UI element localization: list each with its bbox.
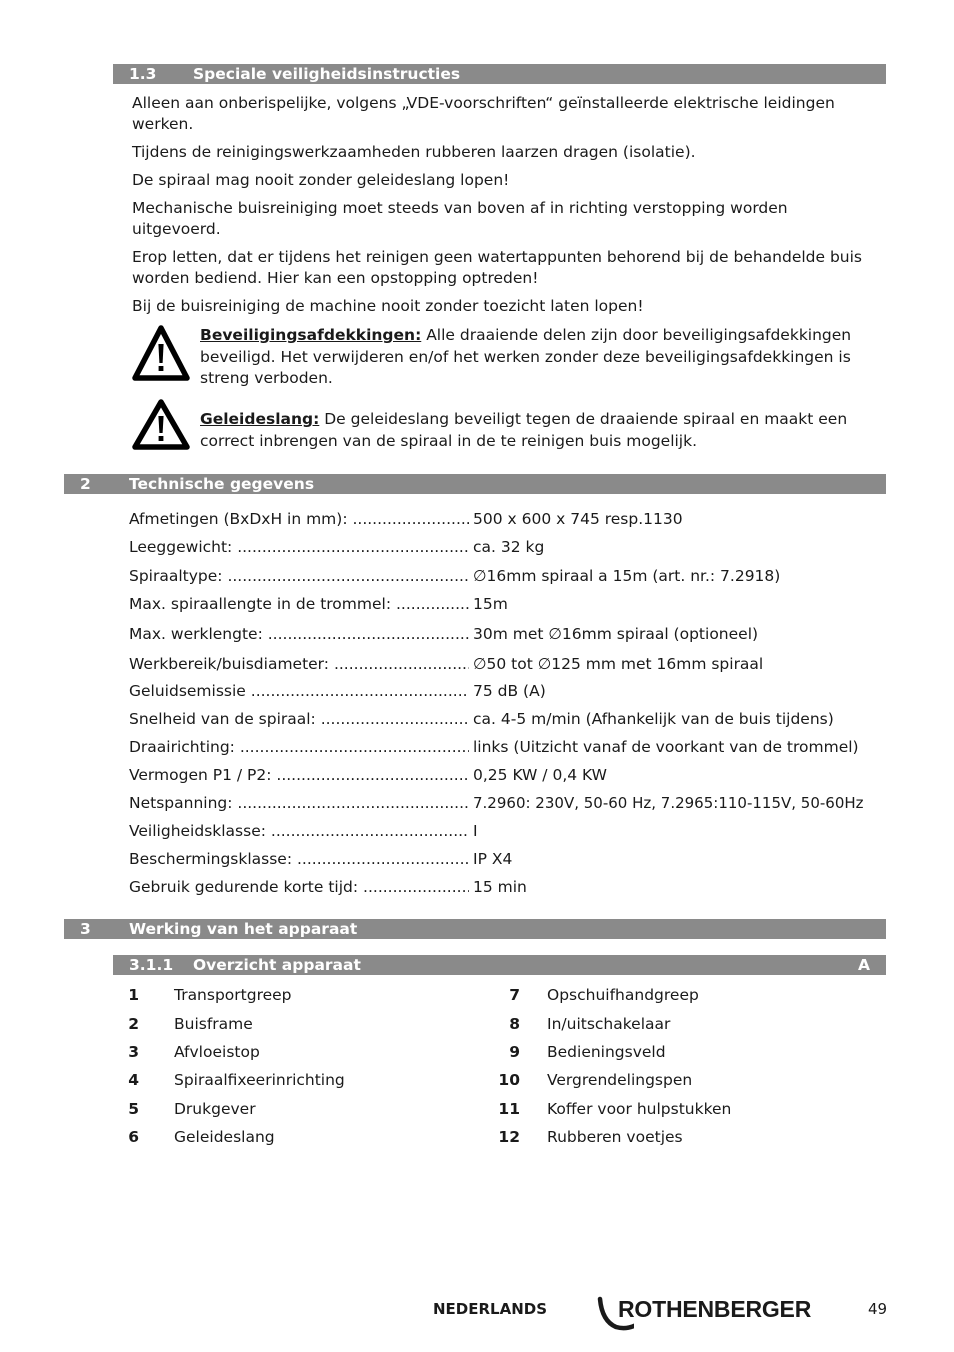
- item-number: 1: [128, 986, 139, 1004]
- safety-paragraph: Erop letten, dat er tijdens het reinigen geen watertappunten behorend bij de behandelde buis worden bediend. Hier kan een opstopping optreden!: [132, 248, 863, 287]
- spec-value: ca. 32 kg: [473, 538, 545, 556]
- warning-text: [200, 409, 890, 452]
- spec-label: Veiligheidsklasse: .....: [129, 820, 469, 842]
- item-number: 3: [128, 1043, 139, 1061]
- section-2-header: [64, 474, 886, 494]
- spec-value: ∅50 tot ∅125 mm met 16mm spiraal: [473, 655, 764, 673]
- spec-label: Afmetingen (BxDxH in mm): .....: [129, 508, 469, 530]
- section-title: Werking van het apparaat: [129, 920, 358, 938]
- section-number: 1.3: [129, 65, 157, 83]
- spec-label: Vermogen P1 / P2: .....: [129, 764, 469, 786]
- spec-label: Beschermingsklasse: .....: [129, 848, 469, 870]
- warning-title: Beveiligingsafdekkingen:: [200, 326, 422, 344]
- safety-paragraph: Tijdens de reinigingswerkzaamheden rubberen laarzen dragen (isolatie).: [132, 143, 696, 161]
- section-1-3-header: [113, 64, 886, 84]
- item-number: 6: [128, 1128, 139, 1146]
- item-label: Geleideslang: [174, 1128, 275, 1146]
- section-title: Technische gegevens: [129, 475, 315, 493]
- item-label: Buisframe: [174, 1015, 253, 1033]
- item-label: Drukgever: [174, 1100, 256, 1118]
- item-number: 7: [509, 986, 520, 1004]
- spec-value: IP X4: [473, 850, 513, 868]
- safety-paragraph: Bij de buisreiniging de machine nooit zonder toezicht laten lopen!: [132, 297, 644, 315]
- item-label: In/uitschakelaar: [547, 1015, 671, 1033]
- warning-triangle-icon: [132, 399, 190, 451]
- section-3-header: [64, 919, 886, 939]
- spec-label: Max. spiraallengte in de trommel: .....: [129, 593, 469, 615]
- spec-label: Draairichting: .....: [129, 736, 469, 758]
- spec-value: 30m met ∅16mm spiraal (optioneel): [473, 625, 759, 643]
- warning-block: [132, 399, 872, 454]
- warning-title: Geleideslang:: [200, 410, 320, 428]
- item-label: Rubberen voetjes: [547, 1128, 683, 1146]
- spec-label: Gebruik gedurende korte tijd: .....: [129, 876, 469, 898]
- spec-value: 500 x 600 x 745 resp.1130: [473, 510, 683, 528]
- item-number: 4: [128, 1071, 139, 1089]
- item-label: Spiraalfixeerinrichting: [174, 1071, 345, 1089]
- page-number: 49: [868, 1300, 888, 1318]
- warning-block: [132, 325, 872, 385]
- spec-label: Netspanning: .....: [129, 792, 469, 814]
- warning-triangle-icon: [132, 325, 190, 383]
- spec-label: Leeggewicht: .....: [129, 536, 469, 558]
- spec-value: ca. 4-5 m/min (Afhankelijk van de buis tijdens): [473, 710, 834, 728]
- item-label: Koffer voor hulpstukken: [547, 1100, 732, 1118]
- item-label: Vergrendelingspen: [547, 1071, 693, 1089]
- spec-value: I: [473, 822, 478, 840]
- section-number: 3: [80, 920, 91, 938]
- item-label: Opschuifhandgreep: [547, 986, 699, 1004]
- spec-value: 15 min: [473, 878, 527, 896]
- item-number: 9: [509, 1043, 520, 1061]
- item-number: 5: [128, 1100, 139, 1118]
- spec-label: Snelheid van de spiraal: .....: [129, 708, 469, 730]
- warning-body: De geleideslang beveiligt tegen de draaiende spiraal en maakt een correct inbrengen van de spiraal in de te reinigen buis mogelijk.: [200, 410, 848, 450]
- spec-value: 0,25 KW / 0,4 KW: [473, 766, 607, 784]
- item-number: 12: [498, 1128, 520, 1146]
- item-number: 11: [498, 1100, 520, 1118]
- spec-value: 75 dB (A): [473, 682, 546, 700]
- item-number: 8: [509, 1015, 520, 1033]
- item-number: 2: [128, 1015, 139, 1033]
- item-label: Afvloeistop: [174, 1043, 260, 1061]
- item-label: Bedieningsveld: [547, 1043, 666, 1061]
- spec-value: 7.2960: 230V, 50-60 Hz, 7.2965:110-115V, 50-60Hz: [473, 794, 864, 812]
- warning-text: [200, 325, 890, 390]
- safety-paragraph: Alleen aan onberispelijke, volgens „VDE-voorschriften“ geïnstalleerde elektrische leidingen werken.: [132, 94, 835, 133]
- footer-language: NEDERLANDS: [433, 1300, 548, 1318]
- figure-tag: A: [858, 956, 870, 974]
- item-label: Transportgreep: [174, 986, 292, 1004]
- rothenberger-logo: [594, 1293, 834, 1333]
- section-number: 2: [80, 475, 91, 493]
- spec-value: links (Uitzicht vanaf de voorkant van de trommel): [473, 738, 859, 756]
- item-number: 10: [498, 1071, 520, 1089]
- spec-value: 15m: [473, 595, 508, 613]
- section-3-1-1-header: [113, 955, 886, 975]
- section-number: 3.1.1: [129, 956, 174, 974]
- spec-label: Spiraaltype: .....: [129, 565, 469, 587]
- safety-paragraph: Mechanische buisreiniging moet steeds van boven af in richting verstopping worden uitgevoerd.: [132, 199, 788, 238]
- spec-label: Geluidsemissie .....: [129, 680, 469, 702]
- warning-body: Alle draaiende delen zijn door beveiligingsafdekkingen beveiligd. Het verwijderen en/of het werken zonder deze beveiligingsafdekkingen is streng verboden.: [200, 326, 852, 387]
- section-title: Speciale veiligheidsinstructies: [193, 65, 461, 83]
- spec-label: Werkbereik/buisdiameter: .....: [129, 653, 469, 675]
- safety-paragraph: De spiraal mag nooit zonder geleideslang lopen!: [132, 171, 510, 189]
- brand-name: ROTHENBERGER: [618, 1296, 812, 1322]
- spec-label: Max. werklengte: .....: [129, 623, 469, 645]
- section-title: Overzicht apparaat: [193, 956, 361, 974]
- spec-value: ∅16mm spiraal a 15m (art. nr.: 7.2918): [473, 567, 781, 585]
